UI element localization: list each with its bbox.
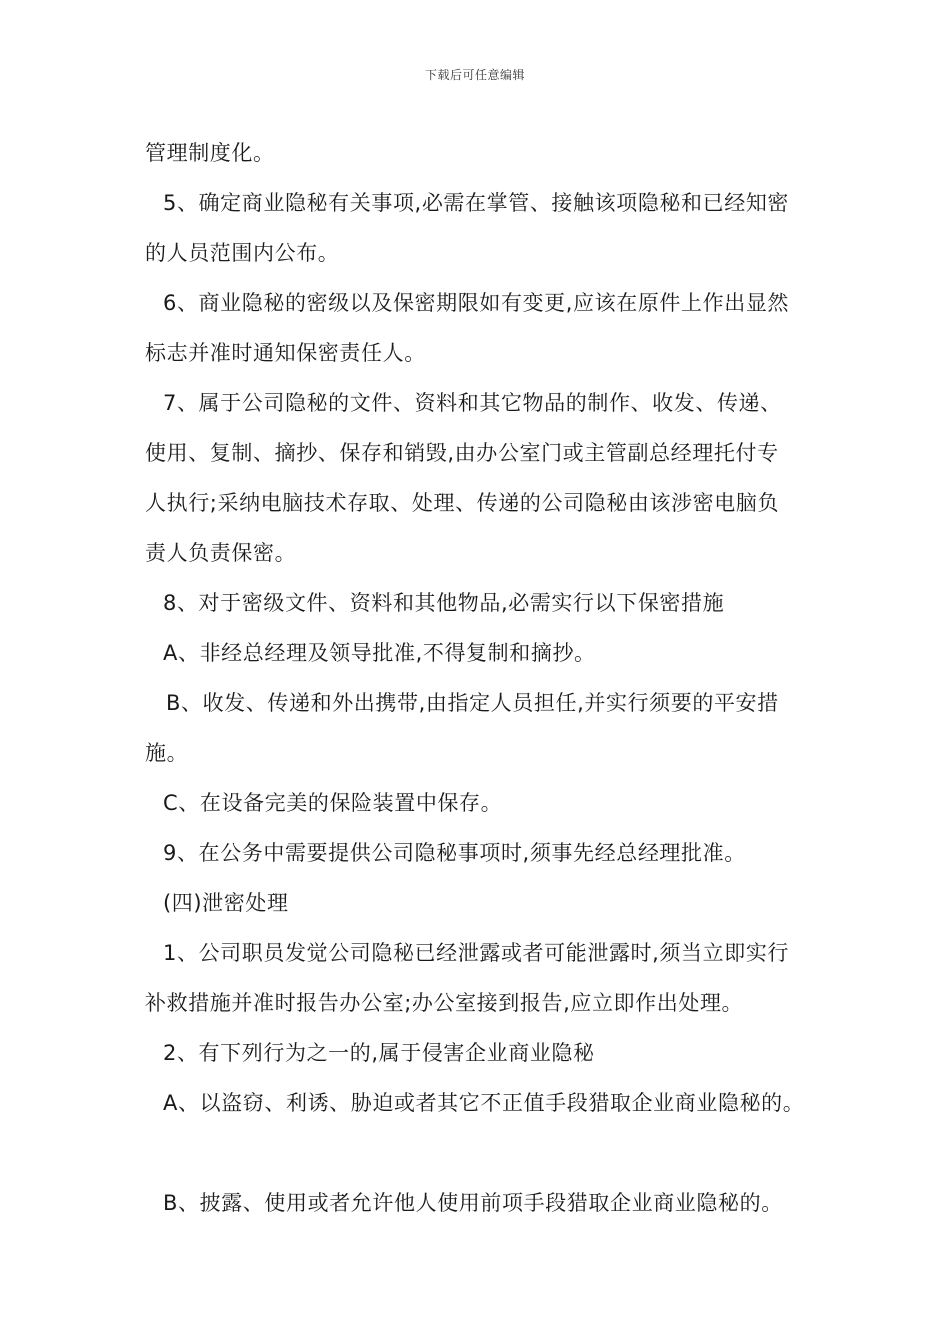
section-heading: (四)泄密处理 — [163, 891, 289, 915]
paragraph-line: 人执行;采纳电脑技术存取、处理、传递的公司隐秘由该涉密电脑负 — [145, 491, 780, 515]
paragraph-line: A、以盗窃、利诱、胁迫或者其它不正值手段猎取企业商业隐秘的。 — [163, 1091, 805, 1115]
paragraph-line: 使用、复制、摘抄、保存和销毁,由办公室门或主管副总经理托付专 — [145, 441, 779, 465]
paragraph-line: B、披露、使用或者允许他人使用前项手段猎取企业商业隐秘的。 — [163, 1191, 783, 1215]
paragraph-line: 1、公司职员发觉公司隐秘已经泄露或者可能泄露时,须当立即实行 — [163, 941, 790, 965]
paragraph-line: 8、对于密级文件、资料和其他物品,必需实行以下保密措施 — [163, 591, 725, 615]
paragraph-line: C、在设备完美的保险装置中保存。 — [163, 791, 503, 815]
paragraph-line: A、非经总经理及领导批准,不得复制和摘抄。 — [163, 641, 596, 665]
paragraph-line: B、收发、传递和外出携带,由指定人员担任,并实行须要的平安措 — [166, 691, 779, 715]
paragraph-line: 的人员范围内公布。 — [145, 241, 340, 265]
paragraph-line: 管理制度化。 — [145, 141, 275, 165]
page-header-note: 下载后可任意编辑 — [424, 68, 525, 82]
paragraph-line: 施。 — [145, 741, 189, 765]
paragraph-line: 责人负责保密。 — [145, 541, 297, 565]
paragraph-line: 补救措施并准时报告办公室;办公室接到报告,应立即作出处理。 — [145, 991, 744, 1015]
blank-line — [145, 1128, 815, 1178]
paragraph-line: 7、属于公司隐秘的文件、资料和其它物品的制作、收发、传递、 — [163, 391, 782, 415]
paragraph-line: 6、商业隐秘的密级以及保密期限如有变更,应该在原件上作出显然 — [163, 291, 790, 315]
paragraph-line: 2、有下列行为之一的,属于侵害企业商业隐秘 — [163, 1041, 595, 1065]
paragraph-line: 5、确定商业隐秘有关事项,必需在掌管、接触该项隐秘和已经知密 — [163, 191, 790, 215]
paragraph-line: 9、在公务中需要提供公司隐秘事项时,须事先经总经理批准。 — [163, 841, 746, 865]
paragraph-line: 标志并准时通知保密责任人。 — [145, 341, 426, 365]
document-body — [145, 128, 815, 1228]
